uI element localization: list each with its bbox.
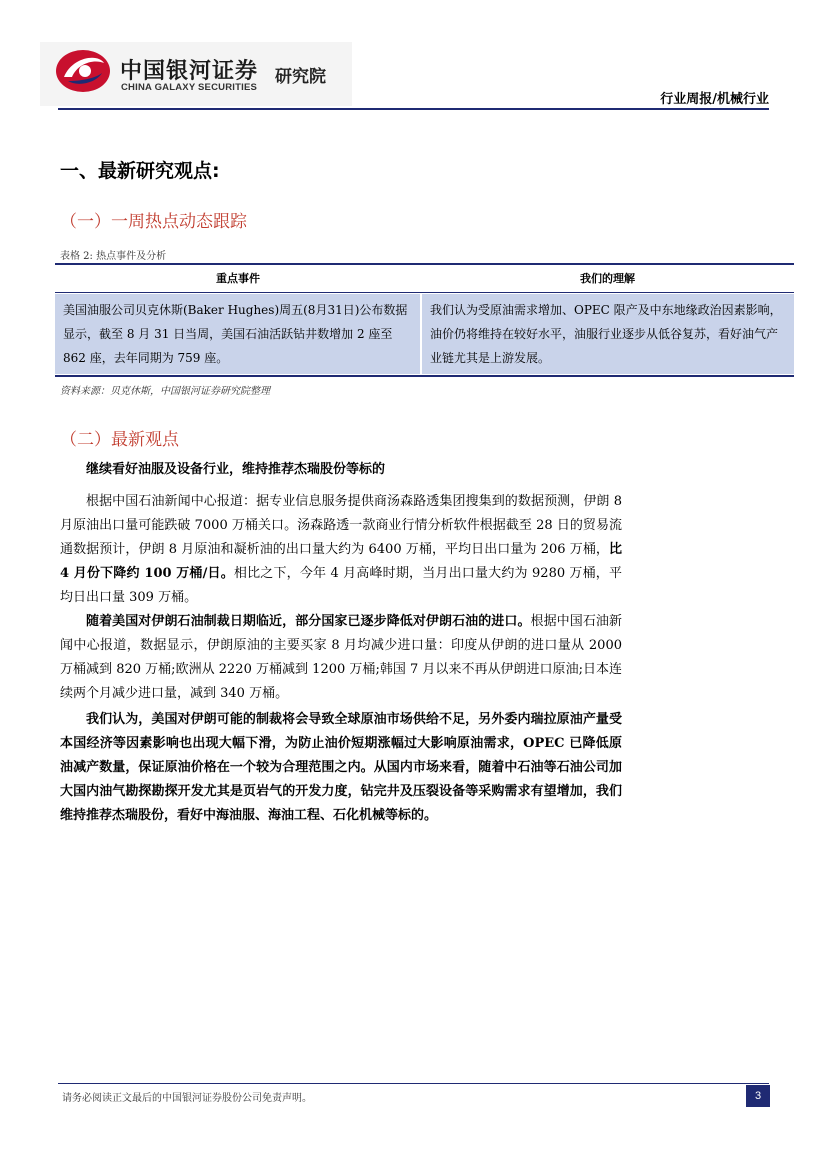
paragraph-emphasis: 随着美国对伊朗石油制裁日期临近，部分国家已逐步降低对伊朗石油的进口。: [86, 614, 531, 629]
paragraph-iran-exports: [60, 490, 622, 610]
views-subheading: 继续看好油服及设备行业，维持推荐杰瑞股份等标的: [86, 462, 386, 477]
paragraph-conclusion: 我们认为，美国对伊朗可能的制裁将会导致全球原油市场供给不足，另外委内瑞拉原油产量受本国经济等因素影响也出现大幅下滑，为防止油价短期涨幅过大影响原油需求，OPEC 已降低原油减产数量，保证原油价格在一个较为合理范围之内。从国内市场来看，随着中石油等石油公司加大国内油气勘探勘探开发尤其是页岩气的开发力度，钻完井及压裂设备等采购需求有望增加，我们维持推荐杰瑞股份，看好中海油服、海油工程、石化机械等标的。: [60, 712, 622, 823]
table-header-rule: [55, 292, 794, 293]
table-header-understanding: 我们的理解: [580, 272, 635, 285]
section-title: 一、最新研究观点:: [60, 160, 220, 182]
paragraph-text: 根据中国石油新闻中心报道，数据显示，伊朗原油的主要买家 8 月均减少进口量：印度从伊朗的进口量从 2000 万桶减到 820 万桶;欧洲从 2220 万桶减到 1200 万桶;韩国 7 月以来不再从伊朗进口原油;日本连续两个月减少进口量，减到 340 万桶。: [60, 614, 622, 701]
report-category: 行业周报/机械行业: [660, 92, 769, 107]
paragraph-text: 相比之下，今年 4 月高峰时期，当月出口量大约为 9280 万桶，平均日出口量 309 万桶。: [60, 566, 622, 605]
header-divider: [58, 108, 769, 110]
paragraph-text: 根据中国石油新闻中心报道：据专业信息服务提供商汤森路透集团搜集到的数据预测，伊朗 8 月原油出口量可能跌破 7000 万桶关口。汤森路透一款商业行情分析软件根据截至 28 日的贸易流通数据预计，伊朗 8 月原油和凝析油的出口量大约为 6400 万桶，平均日出口量为 206 万桶，: [60, 494, 622, 557]
table-source: 资料来源：贝克休斯，中国银河证券研究院整理: [60, 386, 270, 397]
logo-chinese-name: 中国银河证券: [120, 59, 259, 84]
galaxy-logo-icon: [54, 47, 112, 95]
logo-institute: 研究院: [275, 67, 326, 87]
subsection-title-latest-views: （二）最新观点: [60, 430, 179, 450]
table-header-events: 重点事件: [216, 272, 260, 285]
disclaimer-note: 请务必阅读正文最后的中国银河证券股份公司免责声明。: [62, 1093, 312, 1104]
table-caption: 表格 2: 热点事件及分析: [60, 251, 167, 262]
table-cell-event: 美国油服公司贝克休斯(Baker Hughes)周五(8月31日)公布数据显示，截至 8 月 31 日当周，美国石油活跃钻井数增加 2 座至 862 座，去年同期为 759 座。: [55, 294, 420, 374]
paragraph-emphasis: 比 4 月份下降约 100 万桶/日。: [60, 542, 622, 581]
table-bottom-rule: [55, 375, 794, 377]
table-top-rule: [55, 263, 794, 265]
logo-english-name: CHINA GALAXY SECURITIES: [121, 82, 258, 93]
footer-divider: [58, 1083, 769, 1084]
paragraph-sanctions: [60, 610, 622, 706]
table-cell-understanding: 我们认为受原油需求增加、OPEC 限产及中东地缘政治因素影响，油价仍将维持在较好水平，油服行业逐步从低谷复苏，看好油气产业链尤其是上游发展。: [422, 294, 794, 374]
subsection-title-hot-events: （一）一周热点动态跟踪: [60, 212, 247, 232]
page-number: 3: [746, 1085, 770, 1107]
